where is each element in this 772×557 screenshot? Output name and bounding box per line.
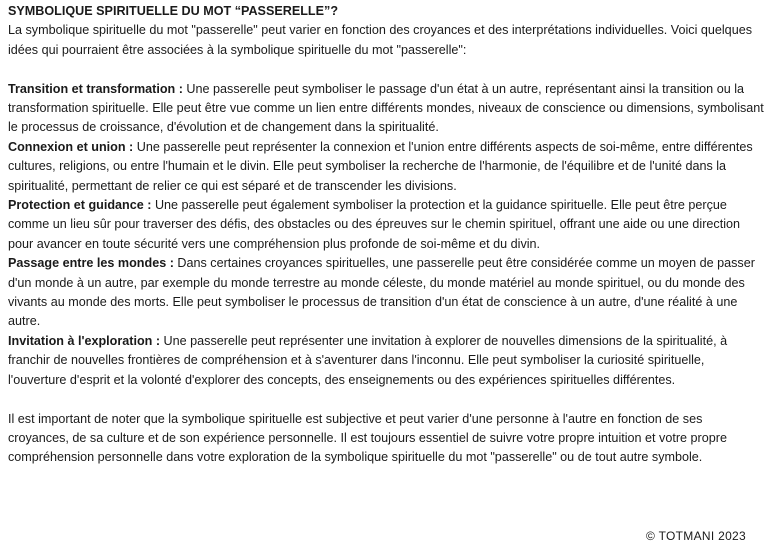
- section-term: Passage entre les mondes :: [8, 256, 174, 271]
- page-title: SYMBOLIQUE SPIRITUELLE DU MOT “PASSERELLE”?: [8, 4, 339, 18]
- section-passage: [8, 254, 766, 332]
- section-invitation: [8, 332, 766, 390]
- section-text: Une passerelle peut représenter la connexion et l'union entre différents aspects de soi-même, entre différentes cultures, religions, ou entre l'humain et le divin. Elle peut symboliser la recherche de l'harmonie, de l'équilibre et de l'unité dans la spiritualité, permettant de relier ce qui est séparé et de transcender les divisions.: [8, 139, 753, 193]
- document-body: [8, 2, 766, 468]
- section-term: Invitation à l'exploration :: [8, 333, 161, 348]
- copyright-notice: © TOTMANI 2023: [646, 529, 746, 543]
- section-text: Une passerelle peut représenter une invitation à explorer de nouvelles dimensions de la spiritualité, à franchir de nouvelles frontières de compréhension et à s'aventurer dans l'inconnu. Elle peut symboliser la curiosité spirituelle, l'ouverture d'esprit et la volonté d'explorer des concepts, des enseignements ou des expériences spirituelles différentes.: [8, 333, 728, 387]
- section-text: Une passerelle peut également symboliser la protection et la guidance spirituelle. Elle peut être perçue comme un lieu sûr pour traverser des défis, des obstacles ou des épreuves sur le chemin spirituel, offrant une aide ou une direction pour avancer en toute sécurité vers une compréhension plus profonde de soi-même et du divin.: [8, 198, 741, 251]
- section-protection: [8, 196, 766, 254]
- section-transition: [8, 80, 766, 138]
- section-term: Connexion et union :: [8, 139, 134, 154]
- section-text: Une passerelle peut symboliser le passage d'un état à un autre, représentant ainsi la transition ou la transformation spirituelle. Elle peut être vue comme un lien entre différents mondes, niveaux de conscience ou dimensions, symbolisant le processus de croissance, d'évolution et de changement dans la spiritualité.: [8, 81, 764, 135]
- conclusion-paragraph: Il est important de noter que la symbolique spirituelle est subjective et peut varier d'une personne à l'autre en fonction de ses croyances, de sa culture et de son expérience personnelle. Il est toujours essentiel de suivre votre propre intuition et votre propre compréhension personnelle dans votre exploration de la symbolique spirituelle du mot "passerelle" ou de tout autre symbole.: [8, 411, 727, 465]
- section-text: Dans certaines croyances spirituelles, une passerelle peut être considérée comme un moyen de passer d'un monde à un autre, par exemple du monde terrestre au monde céleste, du monde matériel au monde spirituel, ou du monde des vivants au monde des morts. Elle peut symboliser le processus de transition d'un état de conscience à un autre, d'une réalité à une autre.: [8, 256, 755, 329]
- section-connexion: [8, 138, 766, 196]
- spacer: [8, 60, 766, 79]
- spacer: [8, 390, 766, 409]
- intro-paragraph: La symbolique spirituelle du mot "passerelle" peut varier en fonction des croyances et des interprétations individuelles. Voici quelques idées qui pourraient être associées à la symbolique spirituelle du mot "passerelle":: [8, 23, 752, 57]
- section-term: Protection et guidance :: [8, 198, 152, 213]
- section-term: Transition et transformation :: [8, 81, 183, 96]
